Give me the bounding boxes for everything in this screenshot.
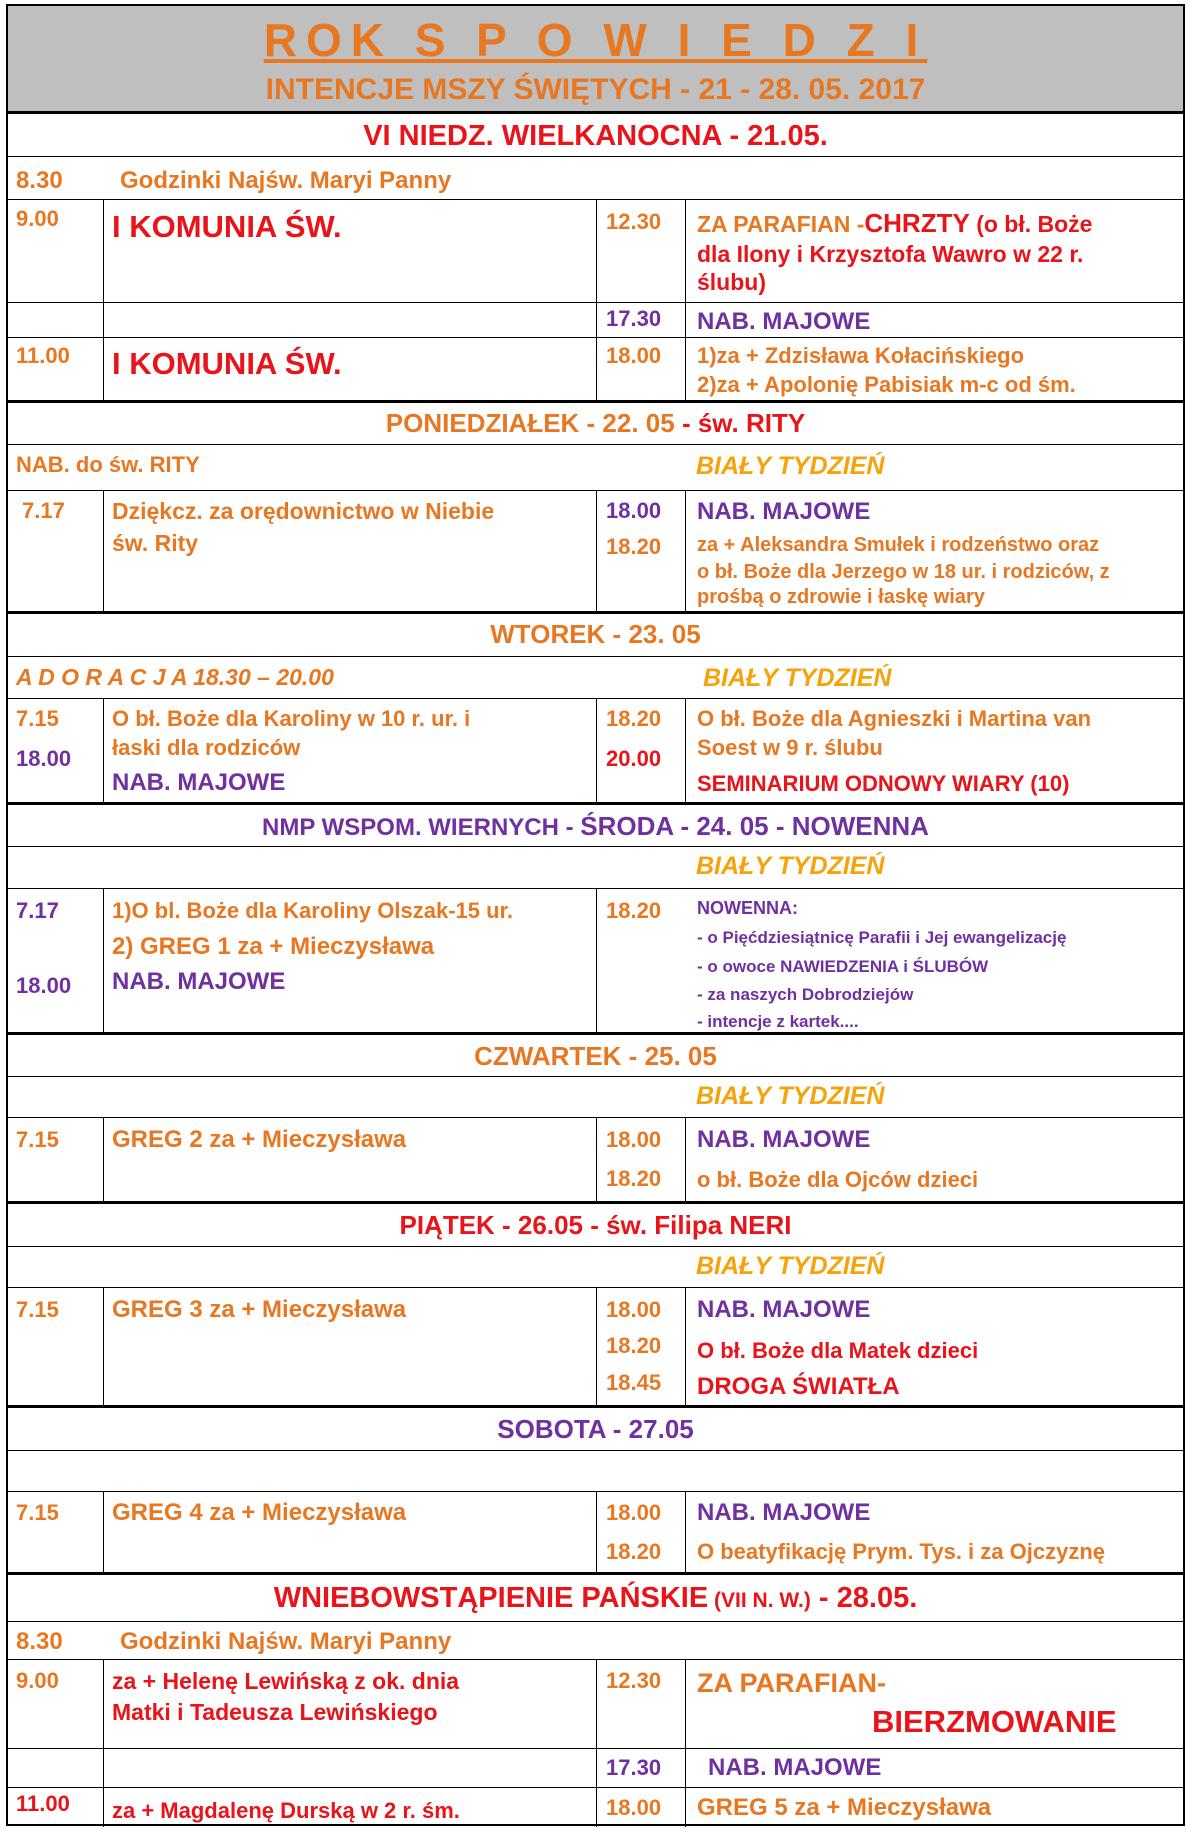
time: 18.00 — [606, 343, 662, 368]
time: 18.20 — [606, 1333, 662, 1358]
divider — [8, 1572, 1183, 1575]
divider — [8, 1201, 1183, 1204]
column-divider — [685, 698, 686, 802]
intention-text: Dziękcz. za orędownictwo w Niebie — [112, 498, 495, 524]
time: 18.00 — [606, 1500, 662, 1525]
time: 7.17 — [16, 898, 59, 923]
day-title-sunday: VI NIEDZ. WIELKANOCNA - 21.05. — [363, 120, 828, 152]
column-divider — [596, 1659, 597, 1827]
divider — [8, 400, 1183, 403]
day-title-tuesday: WTOREK - 23. 05 — [490, 619, 701, 649]
divider — [8, 1787, 1183, 1788]
intention-text: NAB. MAJOWE — [697, 1296, 871, 1323]
novena-item: - o owoce NAWIEDZENIA i ŚLUBÓW — [697, 957, 989, 976]
day-title-ascension: WNIEBOWSTĄPIENIE PAŃSKIE (VII N. W.) - 28.05. — [273, 1582, 918, 1614]
time: 18.00 — [606, 1795, 662, 1820]
day-title-wednesday: NMP WSPOM. WIERNYCH - ŚRODA - 24. 05 - NOWENNA — [262, 811, 929, 841]
column-divider — [596, 199, 597, 400]
intention-text: NAB. MAJOWE — [697, 1499, 871, 1526]
time: 18.45 — [606, 1370, 662, 1395]
intention-text: 2) GREG 1 za + Mieczysława — [112, 933, 435, 960]
divider — [8, 111, 1183, 114]
time: 12.30 — [606, 209, 662, 234]
intention-text: SEMINARIUM ODNOWY WIARY (10) — [697, 771, 1070, 796]
time: 20.00 — [606, 746, 662, 771]
divider — [8, 302, 1183, 303]
divider — [8, 156, 1183, 157]
column-divider — [685, 199, 686, 400]
intention-text: NAB. MAJOWE — [697, 1126, 871, 1153]
column-divider — [103, 490, 104, 611]
intention-text: za + Helenę Lewińską z ok. dnia — [112, 1668, 460, 1694]
column-divider — [596, 490, 597, 611]
column-divider — [685, 490, 686, 611]
time: 18.00 — [16, 746, 72, 771]
column-divider — [103, 1287, 104, 1405]
divider — [8, 1405, 1183, 1408]
intention-text: Godzinki Najśw. Maryi Panny — [120, 167, 452, 194]
intention-text: św. Rity — [112, 530, 199, 556]
time: 7.17 — [22, 498, 65, 523]
divider — [8, 1450, 1183, 1451]
intention-text: za + Magdalenę Durską w 2 r. śm. — [112, 1798, 460, 1823]
divider — [8, 1748, 1183, 1749]
divider — [8, 444, 1183, 445]
adoration-label: A D O R A C J A 18.30 – 20.00 — [16, 664, 334, 690]
time: 17.30 — [606, 306, 662, 331]
time: 18.00 — [606, 1297, 662, 1322]
time: 18.00 — [16, 973, 72, 998]
intention-text: I KOMUNIA ŚW. — [112, 209, 342, 244]
novena-item: - o Pięćdziesiątnicę Parafii i Jej ewangelizację — [697, 928, 1067, 947]
intention-text: BIERZMOWANIE — [872, 1704, 1117, 1739]
time: 18.00 — [606, 498, 662, 523]
time: 18.20 — [606, 1539, 662, 1564]
time: 17.30 — [606, 1755, 662, 1780]
novena-title: NOWENNA: — [697, 898, 798, 918]
intention-text: I KOMUNIA ŚW. — [112, 346, 342, 381]
intention-text: Matki i Tadeusza Lewińskiego — [112, 1699, 438, 1725]
intention-text: O beatyfikację Prym. Tys. i za Ojczyznę — [697, 1539, 1105, 1564]
time: 8.30 — [16, 167, 63, 194]
intention-text: 1)O bl. Boże dla Karoliny Olszak-15 ur. — [112, 898, 514, 923]
intention-text: NAB. MAJOWE — [112, 968, 286, 995]
intention-text: NAB. MAJOWE — [697, 498, 871, 525]
intention-text: GREG 3 za + Mieczysława — [112, 1296, 407, 1323]
time: 18.20 — [606, 706, 662, 731]
intention-text: ZA PARAFIAN -CHRZTY (o bł. Boże — [697, 208, 1093, 238]
divider — [8, 1076, 1183, 1077]
intention-text: Godzinki Najśw. Maryi Panny — [120, 1628, 452, 1655]
intention-text: O bł. Boże dla Matek dzieci — [697, 1338, 979, 1363]
white-week-label: BIAŁY TYDZIEŃ — [696, 1252, 885, 1280]
divider — [8, 1032, 1183, 1035]
white-week-label: BIAŁY TYDZIEŃ — [696, 1082, 885, 1110]
intention-text: o bł. Boże dla Ojców dzieci — [697, 1167, 979, 1192]
time: 8.30 — [16, 1628, 63, 1655]
section-label: NAB. do św. RITY — [16, 452, 200, 477]
time: 7.15 — [16, 1127, 59, 1152]
column-divider — [103, 1117, 104, 1201]
day-title-thursday: CZWARTEK - 25. 05 — [474, 1041, 717, 1071]
divider — [8, 802, 1183, 805]
intention-text: dla Ilony i Krzysztofa Wawro w 22 r. — [697, 241, 1084, 267]
column-divider — [596, 1287, 597, 1405]
intention-text: za + Aleksandra Smułek i rodzeństwo oraz — [697, 534, 1100, 556]
time: 9.00 — [16, 1668, 59, 1693]
column-divider — [685, 1659, 686, 1827]
intention-text: GREG 4 za + Mieczysława — [112, 1499, 407, 1526]
day-title-friday: PIĄTEK - 26.05 - św. Filipa NERI — [399, 1210, 792, 1240]
time: 7.15 — [16, 1297, 59, 1322]
time: 18.00 — [606, 1127, 662, 1152]
white-week-label: BIAŁY TYDZIEŃ — [696, 852, 885, 880]
intention-text: GREG 2 za + Mieczysława — [112, 1126, 407, 1153]
divider — [8, 1621, 1183, 1622]
column-divider — [685, 1117, 686, 1201]
white-week-label: BIAŁY TYDZIEŃ — [703, 664, 892, 692]
page-subtitle: INTENCJE MSZY ŚWIĘTYCH - 21 - 28. 05. 2017 — [265, 73, 926, 106]
novena-item: - intencje z kartek.... — [697, 1012, 859, 1031]
column-divider — [685, 1287, 686, 1405]
divider — [8, 1246, 1183, 1247]
page-title: ROK S P O W I E D Z I — [263, 14, 928, 66]
time: 12.30 — [606, 1668, 662, 1693]
divider — [8, 337, 1183, 338]
white-week-label: BIAŁY TYDZIEŃ — [696, 452, 885, 480]
intention-text: 1)za + Zdzisława Kołacińskiego — [697, 343, 1025, 368]
column-divider — [103, 888, 104, 1032]
intention-text: DROGA ŚWIATŁA — [697, 1373, 900, 1400]
time: 11.00 — [16, 343, 70, 368]
time: 18.20 — [606, 1166, 662, 1191]
column-divider — [596, 1491, 597, 1572]
mass-intentions-sheet — [6, 4, 1185, 1826]
intention-text: ślubu) — [697, 269, 766, 295]
time: 7.15 — [16, 706, 59, 731]
intention-text: NAB. MAJOWE — [708, 1754, 882, 1781]
column-divider — [103, 199, 104, 400]
time: 18.20 — [606, 898, 662, 923]
column-divider — [103, 698, 104, 802]
intention-text: Soest w 9 r. ślubu — [697, 735, 883, 760]
intention-text: O bł. Boże dla Agnieszki i Martina van — [697, 706, 1092, 731]
time: 9.00 — [16, 206, 59, 231]
intention-text: NAB. MAJOWE — [697, 308, 871, 335]
time: 11.00 — [16, 1791, 70, 1816]
intention-text: NAB. MAJOWE — [112, 769, 286, 796]
divider — [8, 611, 1183, 614]
novena-item: - za naszych Dobrodziejów — [697, 985, 914, 1004]
divider — [8, 656, 1183, 657]
column-divider — [685, 1491, 686, 1572]
column-divider — [103, 1659, 104, 1827]
column-divider — [596, 1117, 597, 1201]
column-divider — [596, 698, 597, 802]
column-divider — [103, 1491, 104, 1572]
intention-text: 2)za + Apolonię Pabisiak m-c od śm. — [697, 372, 1076, 397]
divider — [8, 846, 1183, 847]
day-title-saturday: SOBOTA - 27.05 — [497, 1414, 694, 1444]
intention-text: prośbą o zdrowie i łaskę wiary — [697, 586, 985, 608]
intention-text: GREG 5 za + Mieczysława — [697, 1794, 992, 1821]
time: 7.15 — [16, 1500, 59, 1525]
day-title-monday: PONIEDZIAŁEK - 22. 05 - św. RITY — [385, 408, 806, 438]
time: 18.20 — [606, 534, 662, 559]
intention-text: o bł. Boże dla Jerzego w 18 ur. i rodziców, z — [697, 561, 1110, 583]
column-divider — [596, 888, 597, 1032]
intention-text: O bł. Boże dla Karoliny w 10 r. ur. i — [112, 706, 471, 731]
intention-text: łaski dla rodziców — [112, 735, 301, 760]
intention-text: ZA PARAFIAN- — [697, 1668, 886, 1698]
